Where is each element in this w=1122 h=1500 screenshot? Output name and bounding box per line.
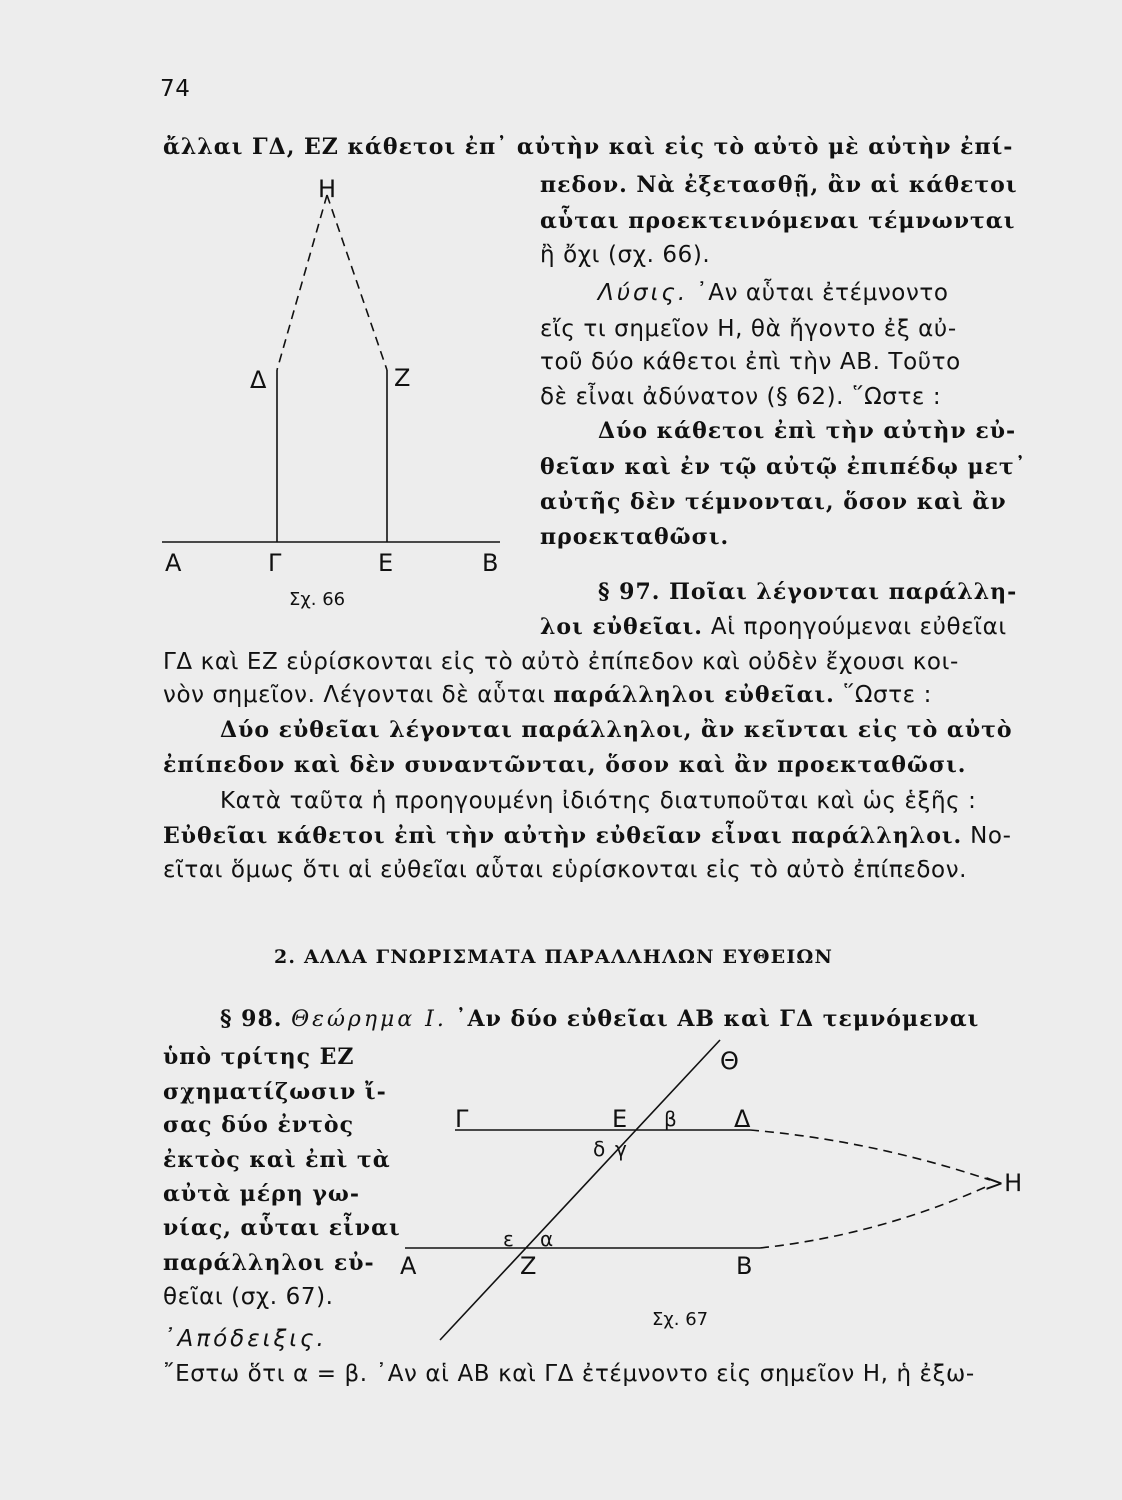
sec98-col-line-4: ἐκτὸς καὶ ἐπὶ τὰ [163,1147,391,1173]
fig67-caption: Σχ. 67 [652,1309,709,1330]
proof-label: ᾿Απόδειξις. [163,1326,327,1352]
sec97-title: § 97. Ποῖαι λέγονται παράλλη- [598,579,1018,605]
fig66-label-G: Γ [268,549,282,577]
sec98-col-line-3: σας δύο ἐντὸς [163,1112,354,1138]
sec98-col-line-2: σχηματίζωσιν ἴ- [163,1079,387,1105]
fig67-label-A: Α [400,1252,417,1280]
intro-line-2: πεδον. Νὰ ἐξετασθῇ, ἂν αἱ κάθετοι [540,172,1018,198]
fig67-dashed-upper [750,1130,990,1180]
page-number: 74 [160,76,191,102]
section-2-heading: 2. ΑΛΛΑ ΓΝΩΡΙΣΜΑΤΑ ΠΑΡΑΛΛΗΛΩΝ ΕΥΘΕΙΩΝ [274,946,834,968]
sec98-number: § 98. [220,1006,283,1032]
fig66-label-A: Α [165,549,182,577]
fig66-dashed-left [277,195,327,370]
fig67-label-B: Β [736,1252,753,1280]
figure-66 [150,170,530,590]
solution-line-1 [598,276,949,310]
fig67-label-alpha: α [540,1227,554,1251]
fig67-label-epsilon: ε [503,1227,514,1251]
sec97-bold: λοι εὐθεῖαι. [540,614,703,640]
fig66-label-Z: Ζ [394,364,411,392]
fig66-caption: Σχ. 66 [289,589,346,610]
fig67-label-delta: δ [593,1137,606,1161]
fig67-label-gamma: γ [615,1137,627,1161]
intro-line-3: αὗται προεκτεινόμεναι τέμνωνται [540,208,1016,234]
definition-line-1: Δύο εὐθεῖαι λέγονται παράλληλοι, ἂν κεῖνται εἰς τὸ αὐτὸ [220,717,1013,743]
fig66-label-E: Ε [378,549,394,577]
solution-line-2: εἴς τι σημεῖον Η, θὰ ἤγοντο ἐξ αὐ- [540,316,957,342]
sec97-line-3: ΓΔ καὶ ΕΖ εὑρίσκονται εἰς τὸ αὐτὸ ἐπίπεδον καὶ οὐδὲν ἔχουσι κοι- [163,649,959,675]
definition-line-2: ἐπίπεδον καὶ δὲν συναντῶνται, ὅσον καὶ ἂν προεκταθῶσι. [163,752,967,778]
fig67-label-D: Δ [734,1105,751,1133]
conclusion-line-1: Δύο κάθετοι ἐπὶ τὴν αὐτὴν εὐ- [598,418,1017,444]
fig66-dashed-right [327,195,387,370]
sec97-para-1: Κατὰ ταῦτα ἡ προηγουμένη ἰδιότης διατυποῦται καὶ ὡς ἑξῆς : [220,788,977,814]
conclusion-line-2: θεῖαν καὶ ἐν τῷ αὐτῷ ἐπιπέδῳ μετ᾿ [540,454,1027,480]
fig66-label-H: Η [318,175,337,203]
fig67-label-G: Γ [455,1105,469,1133]
solution-line-4: δὲ εἶναι ἀδύνατον (§ 62). ῞Ωστε : [540,384,942,410]
sec98-col-line-8: θεῖαι (σχ. 67). [163,1284,334,1310]
sec97-text: Αἱ προηγούμεναι εὐθεῖαι [710,614,1007,640]
sec97-line-4 [163,678,932,712]
sec97-line-2 [540,610,1007,644]
fig66-label-D: Δ [250,366,267,394]
sec97-l4a: νὸν σημεῖον. Λέγονται δὲ αὗται [163,682,546,708]
fig67-label-Th: Θ [720,1047,739,1075]
conclusion-line-3: αὐτῆς δὲν τέμνονται, ὅσον καὶ ἂν [540,489,1007,515]
intro-line-4: ἢ ὄχι (σχ. 66). [540,242,711,268]
sec98-statement: ᾿Αν δύο εὐθεῖαι ΑΒ καὶ ΓΔ τεμνόμεναι [455,1006,980,1032]
sec97-p2-rest: Νο- [970,823,1012,849]
fig67-transversal [440,1040,720,1340]
solution-label: Λύσις. [598,280,689,306]
sec97-p2-bold: Εὐθεῖαι κάθετοι ἐπὶ τὴν αὐτὴν εὐθεῖαν εἶναι παράλληλοι. [163,823,963,849]
intro-line-1: ἄλλαι ΓΔ, ΕΖ κάθετοι ἐπ᾿ αὐτὴν καὶ εἰς τὸ αὐτὸ μὲ αὐτὴν ἐπί- [163,134,1014,160]
sec98-col-line-1: ὑπὸ τρίτης ΕΖ [163,1044,355,1070]
sec98-col-line-5: αὐτὰ μέρη γω- [163,1181,360,1207]
proof-line-1: ῎Εστω ὅτι α = β. ᾿Αν αἱ ΑΒ καὶ ΓΔ ἐτέμνοντο εἰς σημεῖον Η, ἡ ἐξω- [163,1361,975,1387]
fig66-label-B: Β [482,549,499,577]
sec98-theorem-label: Θεώρημα Ι. [291,1007,447,1032]
solution-line-3: τοῦ δύο κάθετοι ἐπὶ τὴν ΑΒ. Τοῦτο [540,349,961,375]
solution-text: ᾿Αν αὗται ἐτέμνοντο [696,280,949,306]
sec97-para-2 [163,819,1012,853]
fig67-label-Z: Ζ [520,1252,537,1280]
figure-67 [390,1030,1010,1350]
sec98-col-line-6: νίας, αὗται εἶναι [163,1215,401,1241]
fig67-label-beta: β [664,1107,677,1131]
conclusion-line-4: προεκταθῶσι. [540,524,730,550]
sec97-l4b: παράλληλοι εὐθεῖαι. [553,682,835,708]
fig67-dashed-lower [760,1185,990,1248]
sec98-col-line-7: παράλληλοι εὐ- [163,1250,375,1276]
fig67-label-E: Ε [612,1105,628,1133]
fig67-label-H: >Η [984,1169,1023,1197]
sec97-l4c: ῞Ωστε : [842,682,932,708]
sec97-para-3: εῖται ὅμως ὅτι αἱ εὐθεῖαι αὗται εὑρίσκονται εἰς τὸ αὐτὸ ἐπίπεδον. [163,857,968,883]
